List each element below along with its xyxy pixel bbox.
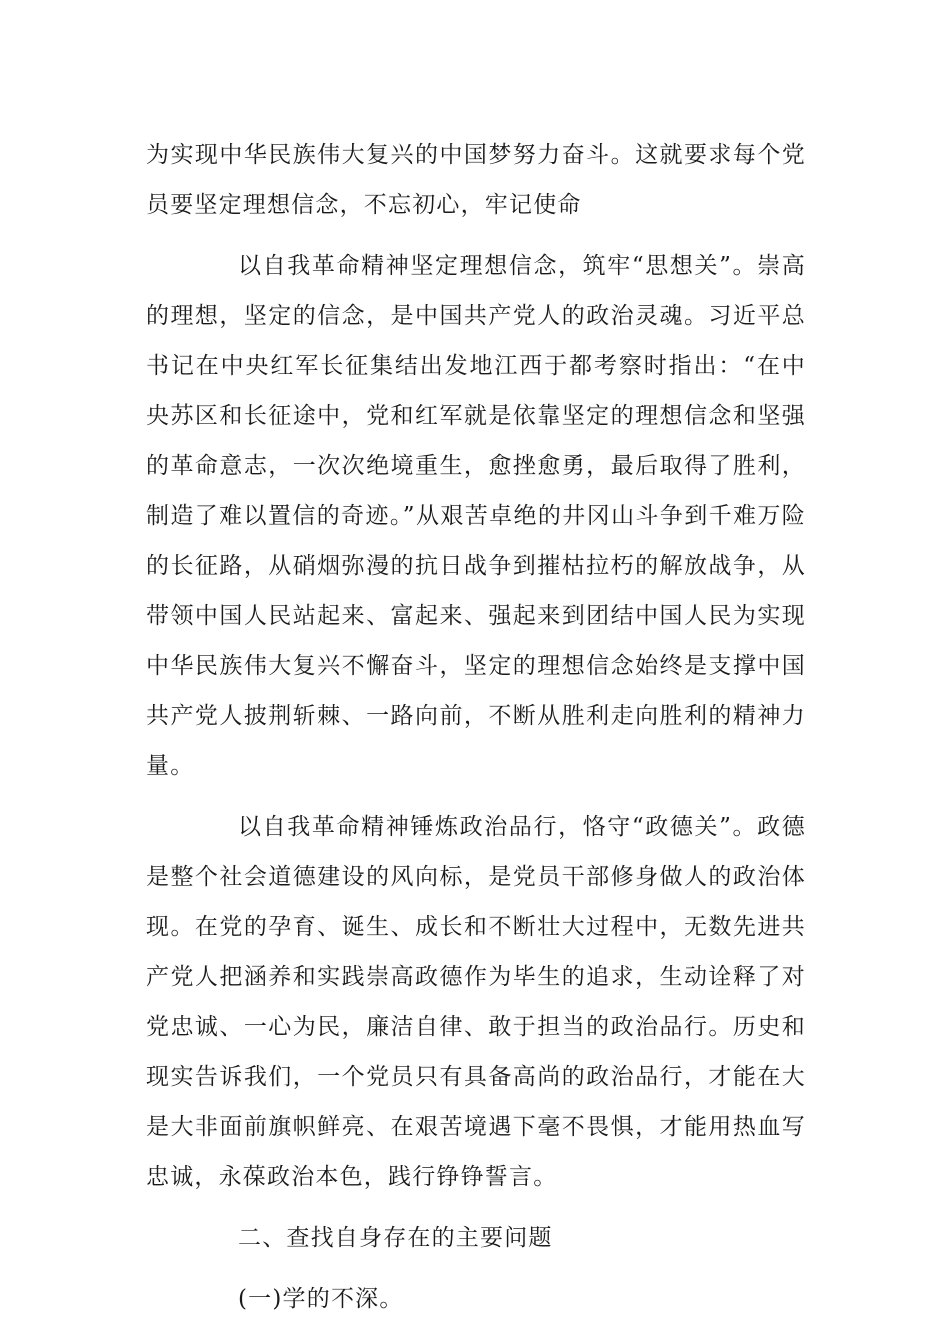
document-body: [146, 130, 806, 1324]
body-paragraph-ideals: 以自我革命精神坚定理想信念，筑牢“思想关”。崇高的理想，坚定的信念，是中国共产党人的政治灵魂。习近平总书记在中央红军长征集结出发地江西于都考察时指出：“在中央苏区和长征途中，党和红军就是依靠坚定的理想信念和坚强的革命意志，一次次绝境重生，愈挫愈勇，最后取得了胜利，制造了难以置信的奇迹。”从艰苦卓绝的井冈山斗争到千难万险的长征路，从硝烟弥漫的抗日战争到摧枯拉朽的解放战争，从带领中国人民站起来、富起来、强起来到团结中国人民为实现中华民族伟大复兴不懈奋斗，坚定的理想信念始终是支撑中国共产党人披荆斩棘、一路向前，不断从胜利走向胜利的精神力量。: [146, 253, 806, 779]
subsection-heading: (一)学的不深。: [238, 1286, 404, 1312]
body-paragraph-continuation: 为实现中华民族伟大复兴的中国梦努力奋斗。这就要求每个党员要坚定理想信念，不忘初心，牢记使命: [146, 142, 806, 218]
body-paragraph-political-virtue: 以自我革命精神锤炼政治品行，恪守“政德关”。政德是整个社会道德建设的风向标，是党员干部修身做人的政治体现。在党的孕育、诞生、成长和不断壮大过程中，无数先进共产党人把涵养和实践崇高政德作为毕生的追求，生动诠释了对党忠诚、一心为民，廉洁自律、敢于担当的政治品行。历史和现实告诉我们，一个党员只有具备高尚的政治品行，才能在大是大非面前旗帜鲜亮、在艰苦境遇下毫不畏惧，才能用热血写忠诚，永葆政治本色，践行铮铮誓言。: [146, 814, 806, 1190]
section-heading: 二、查找自身存在的主要问题: [238, 1225, 553, 1251]
